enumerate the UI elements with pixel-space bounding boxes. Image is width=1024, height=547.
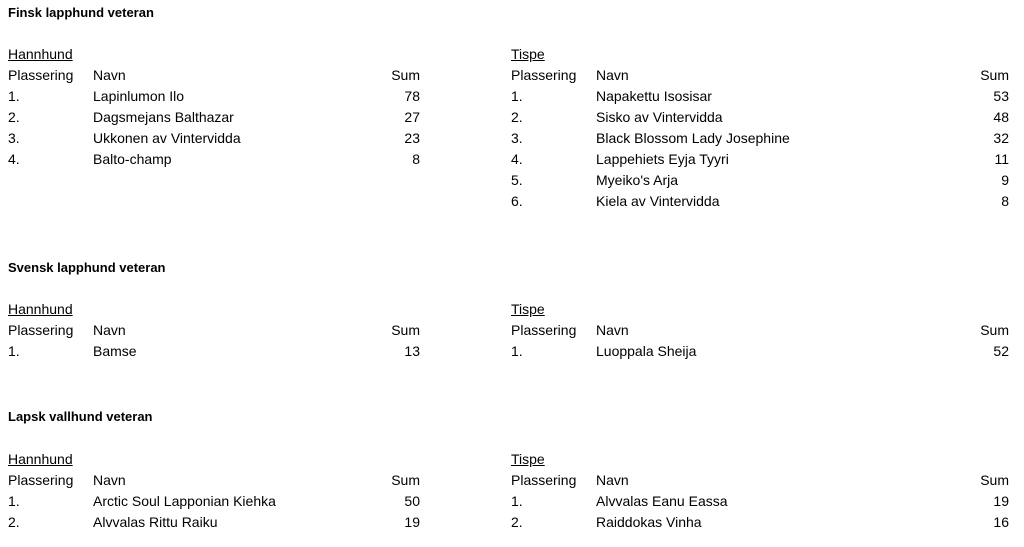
cell-name: Lappehiets Eyja Tyyri (596, 151, 729, 167)
header-sum: Sum (980, 67, 1009, 83)
table-header-row (511, 470, 1009, 491)
cell-place: 4. (8, 151, 20, 167)
group-title-tispe: Tispe (511, 46, 545, 62)
section-title-finsk: Finsk lapphund veteran (8, 5, 154, 20)
table-row (8, 149, 420, 170)
header-sum: Sum (391, 322, 420, 338)
group-title-tispe: Tispe (511, 451, 545, 467)
cell-sum: 8 (412, 151, 420, 167)
section-title-lapsk: Lapsk vallhund veteran (8, 409, 153, 424)
cell-place: 1. (511, 88, 523, 104)
cell-name: Ukkonen av Vintervidda (93, 130, 241, 146)
cell-place: 2. (8, 514, 20, 530)
cell-place: 6. (511, 193, 523, 209)
cell-sum: 23 (404, 130, 420, 146)
cell-name: Alvvalas Eanu Eassa (596, 493, 728, 509)
header-sum: Sum (980, 472, 1009, 488)
cell-place: 4. (511, 151, 523, 167)
cell-place: 3. (8, 130, 20, 146)
finsk-tispe-table (511, 44, 1009, 212)
cell-name: Alvvalas Rittu Raiku (93, 514, 218, 530)
cell-sum: 53 (993, 88, 1009, 104)
cell-sum: 78 (404, 88, 420, 104)
table-header-row (511, 65, 1009, 86)
table-row (8, 128, 420, 149)
table-row (8, 86, 420, 107)
group-title-hannhund: Hannhund (8, 46, 73, 62)
cell-sum: 11 (994, 151, 1009, 167)
header-sum: Sum (391, 472, 420, 488)
table-row (511, 128, 1009, 149)
table-row (8, 512, 420, 533)
cell-place: 1. (8, 88, 20, 104)
section-title-svensk: Svensk lapphund veteran (8, 260, 166, 275)
header-plassering: Plassering (8, 67, 74, 83)
header-plassering: Plassering (511, 322, 577, 338)
cell-name: Luoppala Sheija (596, 343, 697, 359)
table-row (8, 491, 420, 512)
cell-sum: 50 (404, 493, 420, 509)
cell-name: Black Blossom Lady Josephine (596, 130, 790, 146)
cell-sum: 19 (993, 493, 1009, 509)
table-row (511, 191, 1009, 212)
group-title-hannhund: Hannhund (8, 451, 73, 467)
cell-sum: 27 (404, 109, 420, 125)
cell-sum: 48 (993, 109, 1009, 125)
table-header-row (511, 320, 1009, 341)
cell-sum: 8 (1001, 193, 1009, 209)
cell-name: Napakettu Isosisar (596, 88, 712, 104)
table-row (511, 149, 1009, 170)
cell-sum: 13 (404, 343, 420, 359)
table-header-row (8, 470, 420, 491)
cell-name: Kiela av Vintervidda (596, 193, 720, 209)
header-sum: Sum (391, 67, 420, 83)
table-row (511, 491, 1009, 512)
group-title-hannhund: Hannhund (8, 301, 73, 317)
cell-name: Raiddokas Vinha (596, 514, 702, 530)
table-row (511, 341, 1009, 362)
table-row (511, 170, 1009, 191)
cell-name: Sisko av Vintervidda (596, 109, 723, 125)
table-row (511, 107, 1009, 128)
table-row (8, 341, 420, 362)
cell-place: 1. (511, 343, 523, 359)
header-navn: Navn (596, 322, 629, 338)
header-navn: Navn (596, 472, 629, 488)
header-navn: Navn (596, 67, 629, 83)
lapsk-hannhund-table (8, 449, 420, 533)
header-plassering: Plassering (511, 67, 577, 83)
cell-name: Arctic Soul Lapponian Kiehka (93, 493, 276, 509)
cell-sum: 9 (1001, 172, 1009, 188)
header-navn: Navn (93, 67, 126, 83)
cell-name: Bamse (93, 343, 137, 359)
svensk-hannhund-table (8, 299, 420, 362)
cell-sum: 19 (404, 514, 420, 530)
cell-place: 2. (511, 514, 523, 530)
finsk-hannhund-table (8, 44, 420, 170)
table-row (511, 512, 1009, 533)
cell-place: 1. (8, 493, 20, 509)
header-sum: Sum (980, 322, 1009, 338)
group-title-tispe: Tispe (511, 301, 545, 317)
table-row (511, 86, 1009, 107)
cell-sum: 32 (993, 130, 1009, 146)
header-plassering: Plassering (511, 472, 577, 488)
table-row (8, 107, 420, 128)
cell-place: 1. (8, 343, 20, 359)
header-plassering: Plassering (8, 472, 74, 488)
cell-name: Dagsmejans Balthazar (93, 109, 234, 125)
header-navn: Navn (93, 472, 126, 488)
cell-place: 2. (8, 109, 20, 125)
cell-place: 3. (511, 130, 523, 146)
cell-place: 5. (511, 172, 523, 188)
header-navn: Navn (93, 322, 126, 338)
cell-place: 2. (511, 109, 523, 125)
cell-name: Myeiko's Arja (596, 172, 679, 188)
cell-name: Lapinlumon Ilo (93, 88, 185, 104)
svensk-tispe-table (511, 299, 1009, 362)
lapsk-tispe-table (511, 449, 1009, 533)
table-header-row (8, 320, 420, 341)
header-plassering: Plassering (8, 322, 74, 338)
cell-name: Balto-champ (93, 151, 172, 167)
cell-sum: 52 (993, 343, 1009, 359)
table-header-row (8, 65, 420, 86)
cell-place: 1. (511, 493, 523, 509)
cell-sum: 16 (993, 514, 1009, 530)
